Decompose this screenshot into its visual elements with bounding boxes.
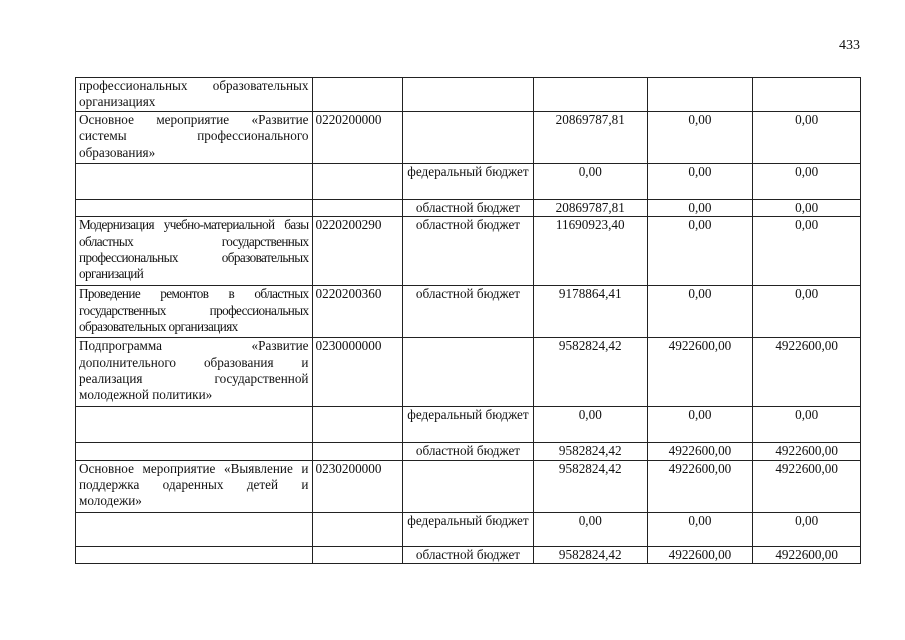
table-row bbox=[76, 443, 861, 460]
row-name bbox=[76, 200, 313, 217]
row-name bbox=[76, 443, 313, 460]
row-source: федеральный бюджет bbox=[403, 512, 534, 546]
row-source: областной бюджет bbox=[403, 443, 534, 460]
row-code bbox=[312, 443, 403, 460]
table-row bbox=[76, 112, 861, 164]
row-value-2: 0,00 bbox=[647, 407, 753, 443]
row-source: областной бюджет bbox=[403, 546, 534, 563]
row-value-1: 11690923,40 bbox=[533, 217, 647, 286]
row-source: федеральный бюджет bbox=[403, 164, 534, 200]
table-row bbox=[76, 546, 861, 563]
row-name bbox=[76, 164, 313, 200]
page-number: 433 bbox=[839, 38, 860, 53]
row-code: 0230000000 bbox=[312, 338, 403, 407]
row-value-1: 20869787,81 bbox=[533, 112, 647, 164]
row-value-3: 0,00 bbox=[753, 164, 861, 200]
row-value-2: 4922600,00 bbox=[647, 546, 753, 563]
row-value-2 bbox=[647, 78, 753, 112]
row-value-2: 0,00 bbox=[647, 164, 753, 200]
row-value-3 bbox=[753, 78, 861, 112]
row-source: федеральный бюджет bbox=[403, 407, 534, 443]
row-code bbox=[312, 512, 403, 546]
row-value-3: 0,00 bbox=[753, 286, 861, 338]
row-source: областной бюджет bbox=[403, 200, 534, 217]
row-code: 0220200360 bbox=[312, 286, 403, 338]
row-value-2: 4922600,00 bbox=[647, 460, 753, 512]
row-code bbox=[312, 200, 403, 217]
row-value-1: 9582824,42 bbox=[533, 546, 647, 563]
row-value-3: 0,00 bbox=[753, 407, 861, 443]
row-name: Основное мероприятие «Выявление и поддержка одаренных детей и молодежи» bbox=[76, 460, 313, 512]
row-name bbox=[76, 546, 313, 563]
row-name bbox=[76, 407, 313, 443]
row-code: 0220200290 bbox=[312, 217, 403, 286]
row-value-2: 0,00 bbox=[647, 217, 753, 286]
row-value-3: 0,00 bbox=[753, 200, 861, 217]
row-value-1 bbox=[533, 78, 647, 112]
table-row bbox=[76, 338, 861, 407]
row-value-3: 4922600,00 bbox=[753, 546, 861, 563]
row-value-2: 0,00 bbox=[647, 112, 753, 164]
table-row bbox=[76, 460, 861, 512]
row-value-2: 0,00 bbox=[647, 286, 753, 338]
table-row bbox=[76, 217, 861, 286]
row-source bbox=[403, 338, 534, 407]
row-value-1: 0,00 bbox=[533, 512, 647, 546]
row-value-2: 0,00 bbox=[647, 512, 753, 546]
row-value-3: 4922600,00 bbox=[753, 443, 861, 460]
row-name: Подпрограмма «Развитие дополнительного образования и реализация государственной молодежной политики» bbox=[76, 338, 313, 407]
table-row bbox=[76, 78, 861, 112]
table-row bbox=[76, 164, 861, 200]
row-value-1: 9178864,41 bbox=[533, 286, 647, 338]
row-source: областной бюджет bbox=[403, 217, 534, 286]
row-name: профессиональных образовательных организациях bbox=[76, 78, 313, 112]
row-value-3: 4922600,00 bbox=[753, 338, 861, 407]
row-code: 0230200000 bbox=[312, 460, 403, 512]
table-row bbox=[76, 407, 861, 443]
row-source bbox=[403, 112, 534, 164]
row-value-2: 0,00 bbox=[647, 200, 753, 217]
table-row bbox=[76, 200, 861, 217]
row-source bbox=[403, 78, 534, 112]
row-value-2: 4922600,00 bbox=[647, 338, 753, 407]
row-code: 0220200000 bbox=[312, 112, 403, 164]
row-value-1: 9582824,42 bbox=[533, 443, 647, 460]
row-code bbox=[312, 546, 403, 563]
row-value-3: 0,00 bbox=[753, 512, 861, 546]
row-name: Проведение ремонтов в областных государственных профессиональных образовательных организациях bbox=[76, 286, 313, 338]
row-value-1: 0,00 bbox=[533, 407, 647, 443]
row-value-2: 4922600,00 bbox=[647, 443, 753, 460]
row-code bbox=[312, 164, 403, 200]
table-row bbox=[76, 286, 861, 338]
row-source: областной бюджет bbox=[403, 286, 534, 338]
row-name: Основное мероприятие «Развитие системы профессионального образования» bbox=[76, 112, 313, 164]
row-value-1: 20869787,81 bbox=[533, 200, 647, 217]
row-value-3: 0,00 bbox=[753, 112, 861, 164]
row-value-3: 4922600,00 bbox=[753, 460, 861, 512]
budget-table bbox=[75, 77, 861, 564]
row-name: Модернизация учебно-материальной базы областных государственных профессиональных образовательных организаций bbox=[76, 217, 313, 286]
row-value-1: 9582824,42 bbox=[533, 338, 647, 407]
row-name bbox=[76, 512, 313, 546]
row-code bbox=[312, 407, 403, 443]
row-value-1: 9582824,42 bbox=[533, 460, 647, 512]
table-row bbox=[76, 512, 861, 546]
row-value-1: 0,00 bbox=[533, 164, 647, 200]
row-source bbox=[403, 460, 534, 512]
row-code bbox=[312, 78, 403, 112]
row-value-3: 0,00 bbox=[753, 217, 861, 286]
